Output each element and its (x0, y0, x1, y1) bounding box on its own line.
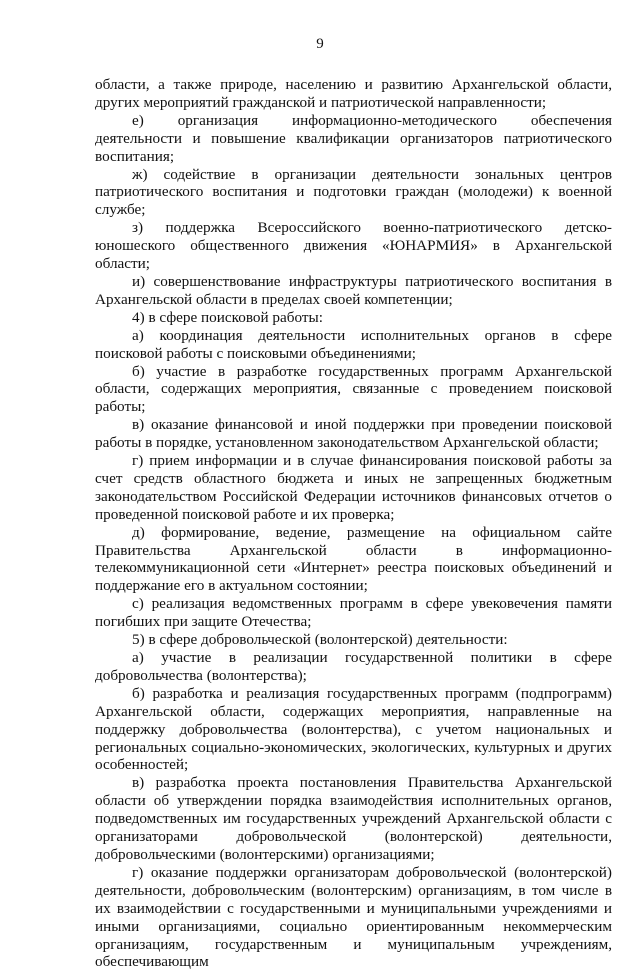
paragraph-continuation: области, а также природе, населению и развитию Архангельской области, других мероприятий гражданской и патриотической направленности; (95, 76, 612, 111)
section-heading-volunteering: 5) в сфере добровольческой (волонтерской) деятельности: (132, 631, 508, 649)
paragraph-item-zh: ж) содействие в организации деятельности зональных центров патриотического воспитания и подготовки граждан (молодежи) к военной службе; (95, 165, 612, 219)
paragraph-item-a2: а) участие в реализации государственной политики в сфере добровольчества (волонтерства); (95, 649, 612, 684)
paragraph-item-i: и) совершенствование инфраструктуры патриотического воспитания в Архангельской области в пределах своей компетенции; (95, 272, 612, 308)
paragraph-item-z: з) поддержка Всероссийского военно-патриотического детско-юношеского общественного движения «ЮНАРМИЯ» в Архангельской области; (95, 219, 612, 273)
paragraph-item-e: е) организация информационно-методического обеспечения деятельности и повышение квалификации организаторов патриотического воспитания; (95, 111, 612, 165)
paragraph-item-d: д) формирование, ведение, размещение на официальном сайте Правительства Архангельской области в информационно-телекоммуникационной сети «Интернет» реестра поисковых объединений и поддержание его в актуальном состоянии; (95, 523, 612, 595)
paragraph-item-e2: с) реализация ведомственных программ в сфере увековечения памяти погибших при защите Отечества; (95, 595, 612, 631)
document-body (95, 76, 612, 971)
section-heading-search-work: 4) в сфере поисковой работы: (132, 308, 323, 326)
paragraph-item-v: в) оказание финансовой и иной поддержки при проведении поисковой работы в порядке, установленном законодательством Архангельской области; (95, 416, 612, 452)
page-number: 9 (316, 36, 324, 52)
paragraph-item-g: г) прием информации и в случае финансирования поисковой работы за счет средств областного бюджета и иных не запрещенных бюджетным законодательством Российской Федерации источников финансовых отчетов о проведенной поисковой работе и их проверка; (95, 452, 612, 523)
paragraph-item-v2: в) разработка проекта постановления Правительства Архангельской области об утверждении порядка взаимодействия исполнительных органов, подведомственных им государственных учреждений Архангельской области с организаторами добровольческой (волонтерской) деятельности, добровольческими (волонтерскими) организациями; (95, 774, 612, 863)
paragraph-item-a: а) координация деятельности исполнительных органов в сфере поисковой работы с поисковыми объединениями; (95, 326, 612, 362)
paragraph-item-g2: г) оказание поддержки организаторам добровольческой (волонтерской) деятельности, добровольческим (волонтерским) организациям, в том числе в их взаимодействии с государственными и муниципальными учреждениями и иными организациями, социально ориентированным некоммерческим организациям, государственным и муниципальным учреждениям, обеспечивающим (95, 863, 612, 971)
paragraph-item-b: б) участие в разработке государственных программ Архангельской области, содержащих мероприятия, связанные с проведением поисковой работы; (95, 362, 612, 416)
paragraph-item-b2: б) разработка и реализация государственных программ (подпрограмм) Архангельской области, содержащих мероприятия, направленные на поддержку добровольчества (волонтерства), с учетом национальных и региональных социально-экономических, экологических, культурных и других особенностей; (95, 684, 612, 774)
